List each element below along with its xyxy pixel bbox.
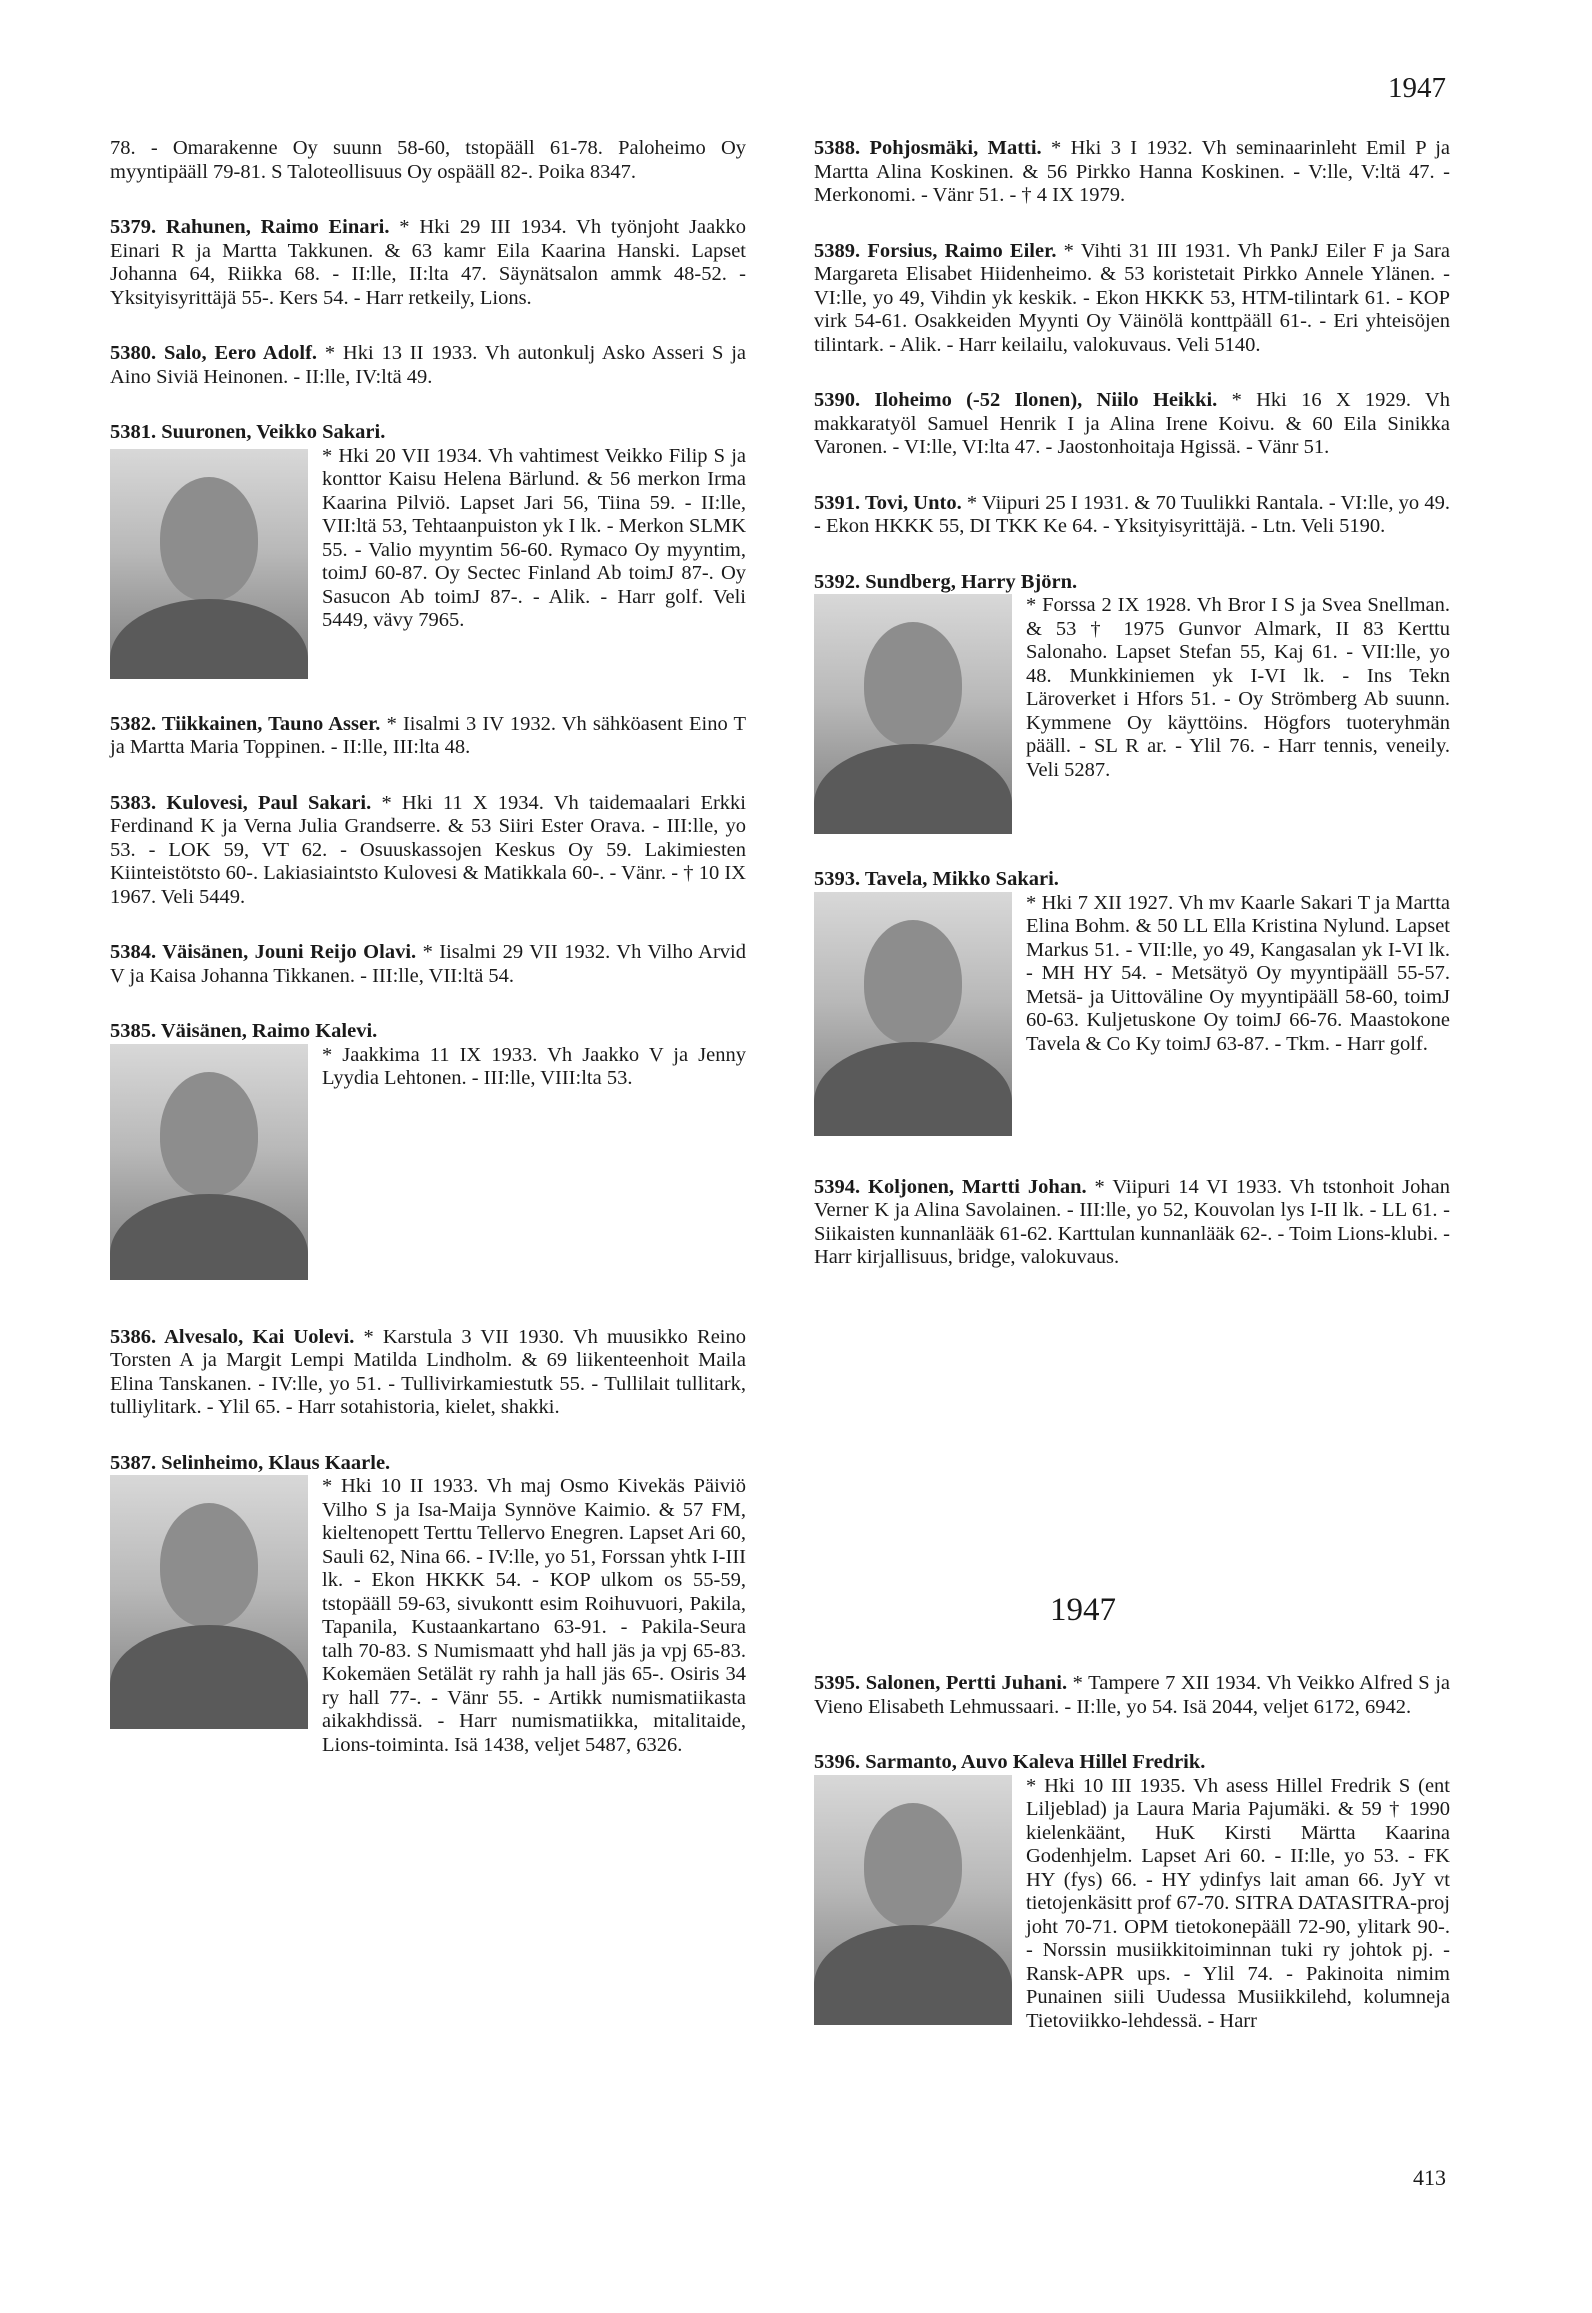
entry-heading: 5386. Alvesalo, Kai Uolevi.	[110, 1325, 355, 1348]
entry-heading: 5396. Sarmanto, Auvo Kaleva Hillel Fredrik.	[814, 1751, 1206, 1773]
entry-5395	[814, 1672, 1450, 1719]
entry-heading: 5390. Iloheimo (-52 Ilonen), Niilo Heikki.	[814, 389, 1218, 411]
portrait-photo-sundberg	[814, 594, 1012, 834]
entry-text: * Hki 20 VII 1934. Vh vahtimest Veikko Filip S ja konttor Kaisu Helena Bärlund. & 56 merkon Irma Kaarina Pilviö. Lapset Jari 56, Tiina 59. - II:lle, VII:ltä 53, Tehtaanpuiston yk I lk. - Merkon SLMK 55. - Valio myyntim 56-60. Rymaco Oy myyntim, toimJ 60-87. Oy Sectec Finland Ab toimJ 87-. Oy Sasucon Ab toimJ 87-. - Alik. - Harr golf. Veli 5449, vävy 7965.	[322, 444, 746, 631]
entry-5381	[110, 421, 746, 685]
portrait-shoulders	[110, 599, 308, 679]
entry-heading: 5391. Tovi, Unto.	[814, 491, 962, 514]
entry-heading: 5393. Tavela, Mikko Sakari.	[814, 868, 1059, 890]
entry-text: * Hki 11 X 1934. Vh taidemaalari Erkki Ferdinand K ja Verna Julia Grandserre. & 53 Siiri Ester Orava. - III:lle, yo 53. - LOK 59, VT 62. - Osuuskassojen Keskus Oy 59. Lakimiesten Kiinteistötsto 60-. Lakiasiaintsto Kulovesi & Matikkala 60-. - Vänr. - † 10 IX 1967. Veli 5449.	[110, 791, 747, 908]
entry-text: * Karstula 3 VII 1930. Vh muusikko Reino Torsten A ja Margit Lempi Matilda Lindholm. & 69 liikenteenhoit Maila Elina Tanskanen. - IV:lle, yo 51. - Tullivirkamiestutk 55. - Tullilait tullitark, tulliylitark. - Ylil 65. - Harr sotahistoria, kielet, shakki.	[110, 1325, 746, 1418]
entry-text: * Iisalmi 3 IV 1932. Vh sähköasent Eino T ja Martta Maria Toppinen. - II:lle, III:lta 48.	[110, 712, 746, 758]
entry-text: * Jaakkima 11 IX 1933. Vh Jaakko V ja Jenny Lyydia Lehtonen. - III:lle, VIII:lta 53.	[322, 1043, 746, 1089]
entry-5396	[814, 1751, 1450, 2033]
left-column	[110, 137, 746, 1757]
entry-heading: 5383. Kulovesi, Paul Sakari.	[110, 791, 372, 814]
entry-5391	[814, 492, 1450, 539]
entry-5384	[110, 941, 746, 988]
entry-text: * Forssa 2 IX 1928. Vh Bror I S ja Svea Snellman. & 53 † 1975 Gunvor Almark, II 83 Kerttu Salonaho. Lapset Stefan 55, Kaj 61. - VII:lle, yo 48. Munkkiniemen yk I-VI lk. - Ins Tekn Läroverket i Hfors 51. - Oy Strömberg Ab suunn. Kymmene Oy käyttöins. Högfors tuoteryhmän pääll. - SL R ar. - Ylil 76. - Harr tennis, veneily. Veli 5287.	[1026, 594, 1450, 781]
portrait-head	[160, 1503, 258, 1627]
right-column-lower	[814, 1672, 1450, 2033]
entry-text: * Hki 3 I 1932. Vh seminaarinleht Emil P ja Martta Alina Koskinen. & 56 Pirkko Hanna Koskinen. - V:lle, V:ltä 47. - Merkonomi. - Vänr 51. - † 4 IX 1979.	[814, 137, 1450, 206]
entry-5387	[110, 1452, 746, 1758]
portrait-photo-tavela	[814, 892, 1012, 1136]
portrait-head	[864, 920, 962, 1044]
portrait-shoulders	[814, 1042, 1012, 1136]
portrait-head	[864, 1803, 962, 1927]
entry-5383	[110, 792, 746, 910]
portrait-photo-selinheimo	[110, 1475, 308, 1729]
entry-5394	[814, 1176, 1450, 1270]
entry-heading: 5392. Sundberg, Harry Björn.	[814, 570, 1078, 593]
entry-5393	[814, 868, 1450, 1142]
entry-text: * Hki 10 III 1935. Vh asess Hillel Fredrik S (ent Liljeblad) ja Laura Maria Pajumäki. & 59 † 1990 kielenkäänt, HuK Kirsti Märtta Kaarina Godenhjelm. Lapset Ari 60. - II:lle, yo 53. - FK HY (fys) 66. - HY ydinfys lait aman 66. JyY vt tietojenkäsitt prof 67-70. SITRA DATASITRA-proj joht 70-71. OPM tietokonepääll 72-90, ylitark 90-. - Norssin musiikkitoiminnan tuki ry johtok pj. - Ransk-APR ups. - Ylil 74. - Pakinoita nimim Punainen siili Uudessa Musiikkilehd, kolumneja Tietoviikko-lehdessä. - Harr	[1026, 1774, 1450, 2032]
entry-heading: 5381. Suuronen, Veikko Sakari.	[110, 421, 386, 443]
entry-text: * Hki 13 II 1933. Vh autonkulj Asko Asseri S ja Aino Siviä Heinonen. - II:lle, IV:ltä 49.	[110, 342, 747, 388]
entry-heading: 5395. Salonen, Pertti Juhani.	[814, 1672, 1068, 1694]
entry-text: * Viipuri 25 I 1931. & 70 Tuulikki Rantala. - VI:lle, yo 49. - Ekon HKKK 55, DI TKK Ke 64. - Yksityisyrittäjä. - Ltn. Veli 5190.	[814, 491, 1450, 537]
page-header-year: 1947	[1388, 72, 1446, 104]
portrait-photo-vaisanen	[110, 1044, 308, 1280]
portrait-head	[160, 1072, 258, 1196]
entry-heading: 5382. Tiikkainen, Tauno Asser.	[110, 712, 381, 735]
entry-text: * Hki 16 X 1929. Vh makkaratyöl Samuel Henrik I ja Alina Irene Koivu. & 60 Eila Sinikka Varonen. - VI:lle, VI:lta 47. - Jaostonhoitaja Hgissä. - Vänr 51.	[814, 389, 1450, 458]
entry-heading: 5389. Forsius, Raimo Eiler.	[814, 239, 1057, 262]
entry-heading: 5387. Selinheimo, Klaus Kaarle.	[110, 1451, 391, 1474]
portrait-head	[864, 622, 962, 746]
portrait-shoulders	[110, 1194, 308, 1280]
entry-5386	[110, 1326, 746, 1420]
entry-text: * Viipuri 14 VI 1933. Vh tstonhoit Johan Verner K ja Alina Savolainen. - III:lle, yo 52, Kouvolan lys I-II lk. - LL 61. - Siikaisten kunnanlääk 61-62. Karttulan kunnanlääk 62-. - Toim Lions-klubi. - Harr kirjallisuus, bridge, valokuvaus.	[814, 1175, 1450, 1268]
entry-5390	[814, 389, 1450, 460]
portrait-head	[160, 477, 258, 601]
entry-heading: 5384. Väisänen, Jouni Reijo Olavi.	[110, 941, 417, 963]
entry-heading: 5394. Koljonen, Martti Johan.	[814, 1175, 1087, 1198]
entry-5378-tail	[110, 137, 746, 184]
portrait-photo-suuronen	[110, 449, 308, 679]
portrait-shoulders	[814, 744, 1012, 834]
right-column	[814, 137, 1450, 1270]
entry-5380	[110, 342, 746, 389]
entry-heading: 5379. Rahunen, Raimo Einari.	[110, 216, 390, 238]
entry-5389	[814, 240, 1450, 358]
entry-heading: 5380. Salo, Eero Adolf.	[110, 342, 318, 364]
entry-5379	[110, 216, 746, 310]
entry-text: * Hki 7 XII 1927. Vh mv Kaarle Sakari T ja Martta Elina Bohm. & 50 LL Ella Kristina Nylund. Lapset Markus 51. - VII:lle, yo 49, Kangasalan yk I-VI lk. - MH HY 54. - Metsätyö Oy myyntipääll 55-57. Metsä- ja Uittoväline Oy myyntipääll 58-60, toimJ 60-63. Kuljetuskone Oy toimJ 66-76. Maastokone Tavela & Co Ky toimJ 63-87. - Tkm. - Harr golf.	[1026, 891, 1450, 1055]
entry-5388	[814, 137, 1450, 208]
entry-heading: 5385. Väisänen, Raimo Kalevi.	[110, 1020, 378, 1042]
entry-text: * Iisalmi 29 VII 1932. Vh Vilho Arvid V ja Kaisa Johanna Tikkanen. - III:lle, VII:ltä 54.	[110, 941, 746, 987]
entry-5385	[110, 1020, 746, 1286]
entry-text: 78. - Omarakenne Oy suunn 58-60, tstopääll 61-78. Paloheimo Oy myyntipääll 79-81. S Taloteollisuus Oy ospääll 82-. Poika 8347.	[110, 137, 746, 183]
entry-text: * Hki 29 III 1934. Vh työnjoht Jaakko Einari R ja Martta Takkunen. & 63 kamr Eila Kaarina Hanski. Lapset Johanna 64, Riikka 68. - II:lle, II:lta 47. Säynätsalon ammk 48-52. - Yksityisyrittäjä 55-. Kers 54. - Harr retkeily, Lions.	[110, 216, 746, 309]
section-year-heading: 1947	[1050, 1592, 1116, 1628]
entry-text: * Vihti 31 III 1931. Vh PankJ Eiler F ja Sara Margareta Elisabet Hiidenheimo. & 53 koristetait Pirkko Annele Ylänen. - VI:lle, yo 49, Vihdin yk keskik. - Ekon HKKK 53, HTM-tilintark 61. - KOP virk 54-61. Osakkeiden Myynti Oy Väinölä konttpääll 61-. - Eri yhteisöjen tilintark. - Alik. - Harr keilailu, valokuvaus. Veli 5140.	[814, 239, 1450, 356]
entry-heading: 5388. Pohjosmäki, Matti.	[814, 137, 1042, 159]
page-number: 413	[1413, 2165, 1446, 2190]
portrait-shoulders	[110, 1625, 308, 1729]
portrait-shoulders	[814, 1925, 1012, 2025]
entry-text: * Tampere 7 XII 1934. Vh Veikko Alfred S ja Vieno Elisabeth Lehmussaari. - II:lle, yo 54. Isä 2044, veljet 6172, 6942.	[814, 1672, 1450, 1718]
portrait-photo-sarmanto	[814, 1775, 1012, 2025]
entry-5382	[110, 713, 746, 760]
entry-text: * Hki 10 II 1933. Vh maj Osmo Kivekäs Päiviö Vilho S ja Isa-Maija Synnöve Kaimio. & 57 FM, kieltenopett Terttu Tellervo Enegren. Lapset Ari 60, Sauli 62, Nina 66. - IV:lle, yo 51, Forssan yhtk I-III lk. - Ekon HKKK 54. - KOP ulkom os 55-59, tstopääll 59-63, sivukontt esim Roihuvuori, Pakila, Tapanila, Kustaankartano 63-91. - Pakila-Seura talh 70-83. S Numismaatt yhd hall jäs ja vpj 65-83. Kokemäen Setälät ry rahh ja hall jäs 65-. Osiris 34 ry hall 77-. - Vänr 55. - Artikk numismatiikasta aikakhdissä. - Harr numismatiikka, mitalitaide, Lions-toiminta. Isä 1438, veljet 5487, 6326.	[322, 1475, 746, 1756]
entry-5392	[814, 571, 1450, 841]
